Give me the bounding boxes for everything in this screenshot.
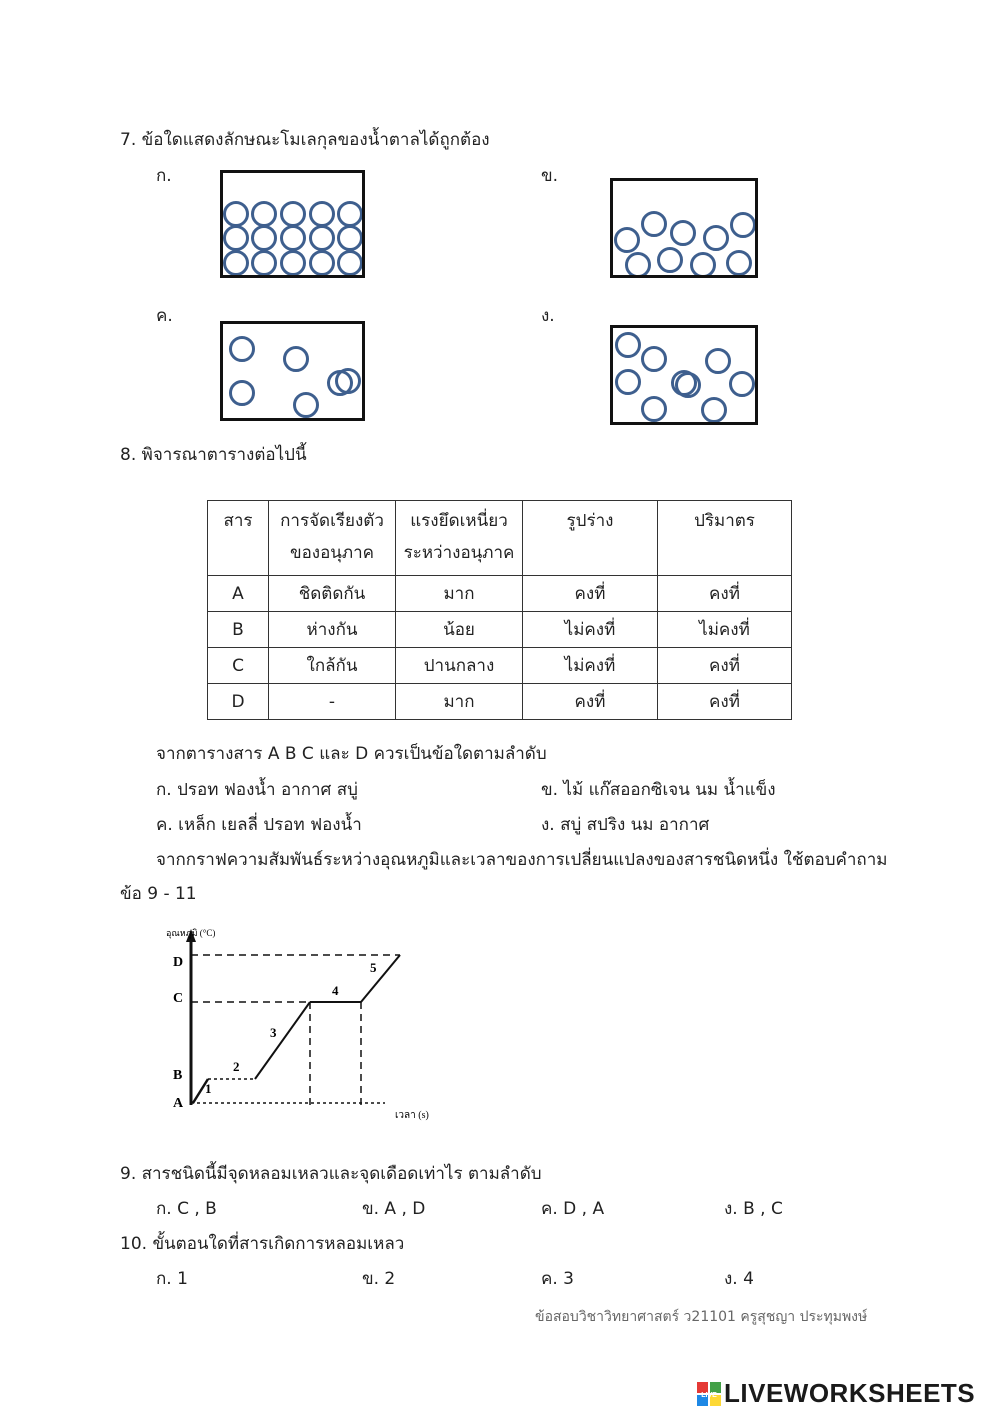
molecule	[614, 227, 640, 253]
heating-curve-chart	[160, 925, 450, 1125]
liveworksheets-logo-icon	[697, 1382, 721, 1406]
molecule	[223, 225, 249, 251]
molecule	[223, 250, 249, 276]
table-header-row	[208, 501, 792, 576]
table-cell: คงที่	[658, 576, 792, 612]
table-row	[208, 648, 792, 684]
segment-3	[255, 1002, 310, 1079]
y-level-c: C	[173, 991, 184, 1006]
table-cell: คงที่	[658, 684, 792, 720]
molecule-box-b[interactable]	[610, 178, 758, 278]
table-cell: A	[208, 576, 269, 612]
molecule	[641, 211, 667, 237]
curve-segments	[193, 955, 400, 1103]
molecule	[690, 252, 716, 278]
q8-choice-c[interactable]: ค. เหล็ก เยลลี่ ปรอท ฟองน้ำ	[156, 815, 362, 835]
molecule	[280, 201, 306, 227]
q10-choice-b[interactable]: ข. 2	[362, 1269, 396, 1289]
q9-question: 9. สารชนิดนี้มีจุดหลอมเหลวและจุดเดือดเท่าไร ตามลำดับ	[120, 1164, 542, 1184]
y-level-d: D	[173, 955, 184, 970]
segment-label-5: 5	[370, 960, 377, 975]
molecule	[223, 201, 249, 227]
header-force: แรงยึดเหนี่ยวระหว่างอนุภาค	[396, 501, 523, 576]
q7-option-d-label: ง.	[541, 306, 555, 326]
table-row	[208, 684, 792, 720]
segment-label-2: 2	[233, 1059, 240, 1074]
molecule	[615, 369, 641, 395]
molecule	[675, 372, 701, 398]
molecule	[641, 346, 667, 372]
q10-choice-d[interactable]: ง. 4	[724, 1269, 754, 1289]
segment-label-3: 3	[270, 1025, 277, 1040]
molecule	[309, 225, 335, 251]
table-cell: คงที่	[523, 684, 658, 720]
y-axis-label: อุณหภูมิ (°C)	[166, 928, 216, 938]
brand[interactable]	[697, 1378, 975, 1409]
table-cell: คงที่	[523, 576, 658, 612]
table-cell: ปานกลาง	[396, 648, 523, 684]
molecule	[251, 250, 277, 276]
table-cell: B	[208, 612, 269, 648]
table-cell: น้อย	[396, 612, 523, 648]
molecule	[615, 332, 641, 358]
table-cell: มาก	[396, 576, 523, 612]
q8-choice-d[interactable]: ง. สบู่ สปริง นม อากาศ	[541, 815, 710, 835]
segment-label-4: 4	[332, 983, 339, 998]
table-row	[208, 612, 792, 648]
y-level-labels	[173, 955, 184, 1111]
q10-choice-a[interactable]: ก. 1	[156, 1269, 188, 1289]
graph-intro-line2: ข้อ 9 - 11	[120, 884, 197, 904]
molecule-box-d[interactable]	[610, 325, 758, 425]
q9-choice-b[interactable]: ข. A , D	[362, 1199, 426, 1219]
molecule	[625, 252, 651, 278]
q8-choice-a[interactable]: ก. ปรอท ฟองน้ำ อากาศ สบู่	[156, 780, 358, 800]
molecule	[309, 250, 335, 276]
header-volume: ปริมาตร	[658, 501, 792, 576]
q8-prompt: จากตารางสาร A B C และ D ควรเป็นข้อใดตามลำดับ	[156, 744, 547, 764]
molecule	[705, 348, 731, 374]
table-cell: D	[208, 684, 269, 720]
q7-option-b-label: ข.	[541, 166, 559, 186]
molecule	[309, 201, 335, 227]
q9-choice-a[interactable]: ก. C , B	[156, 1199, 217, 1219]
molecule	[670, 220, 696, 246]
header-substance: สาร	[208, 501, 269, 576]
molecule	[229, 380, 255, 406]
molecule	[657, 247, 683, 273]
molecule	[280, 225, 306, 251]
q7-option-a-label: ก.	[156, 166, 172, 186]
y-level-a: A	[173, 1096, 184, 1111]
brand-name: LIVEWORKSHEETS	[724, 1378, 976, 1408]
molecule	[283, 346, 309, 372]
y-level-b: B	[173, 1068, 183, 1083]
molecule	[335, 368, 361, 394]
molecule	[729, 371, 755, 397]
x-axis-label: เวลา (s)	[395, 1110, 429, 1121]
table-cell: -	[269, 684, 396, 720]
table-cell: มาก	[396, 684, 523, 720]
graph-intro-line1: จากกราฟความสัมพันธ์ระหว่างอุณหภูมิและเวลาของการเปลี่ยนแปลงของสารชนิดหนึ่ง ใช้ตอบคำถาม	[156, 850, 888, 870]
q9-choice-d[interactable]: ง. B , C	[724, 1199, 783, 1219]
molecule	[293, 392, 319, 418]
header-shape: รูปร่าง	[523, 501, 658, 576]
q8-question: 8. พิจารณาตารางต่อไปนี้	[120, 445, 307, 465]
segment-5	[361, 955, 400, 1002]
table-cell: ห่างกัน	[269, 612, 396, 648]
molecule	[730, 212, 756, 238]
molecule	[726, 250, 752, 276]
q10-question: 10. ขั้นตอนใดที่สารเกิดการหลอมเหลว	[120, 1234, 405, 1254]
table-cell: คงที่	[658, 648, 792, 684]
table-cell: ไม่คงที่	[523, 612, 658, 648]
table-row	[208, 576, 792, 612]
q7-option-c-label: ค.	[156, 306, 173, 326]
q9-choice-c[interactable]: ค. D , A	[541, 1199, 605, 1219]
table-cell: ชิดติดกัน	[269, 576, 396, 612]
table-cell: ไม่คงที่	[658, 612, 792, 648]
table-cell: C	[208, 648, 269, 684]
molecule	[251, 201, 277, 227]
molecule	[229, 336, 255, 362]
molecule	[251, 225, 277, 251]
q8-choice-b[interactable]: ข. ไม้ แก๊สออกซิเจน นม น้ำแข็ง	[541, 780, 776, 800]
molecule	[280, 250, 306, 276]
molecule	[703, 225, 729, 251]
table-cell: ใกล้กัน	[269, 648, 396, 684]
molecule-box-c[interactable]	[220, 321, 365, 421]
molecule	[701, 397, 727, 423]
q10-choice-c[interactable]: ค. 3	[541, 1269, 574, 1289]
brand-logo-text: LIVE	[701, 1391, 717, 1399]
header-arrangement: การจัดเรียงตัวของอนุภาค	[269, 501, 396, 576]
table-cell: ไม่คงที่	[523, 648, 658, 684]
footer-text: ข้อสอบวิชาวิทยาศาสตร์ ว21101 ครูสุชญา ประทุมพงษ์	[535, 1309, 868, 1325]
molecule	[337, 225, 363, 251]
q7-question: 7. ข้อใดแสดงลักษณะโมเลกุลของน้ำตาลได้ถูกต้อง	[120, 130, 490, 150]
molecule	[337, 201, 363, 227]
segment-label-1: 1	[205, 1081, 212, 1096]
molecule	[337, 250, 363, 276]
molecule	[641, 396, 667, 422]
molecule-box-a[interactable]	[220, 170, 365, 278]
properties-table	[207, 500, 792, 720]
